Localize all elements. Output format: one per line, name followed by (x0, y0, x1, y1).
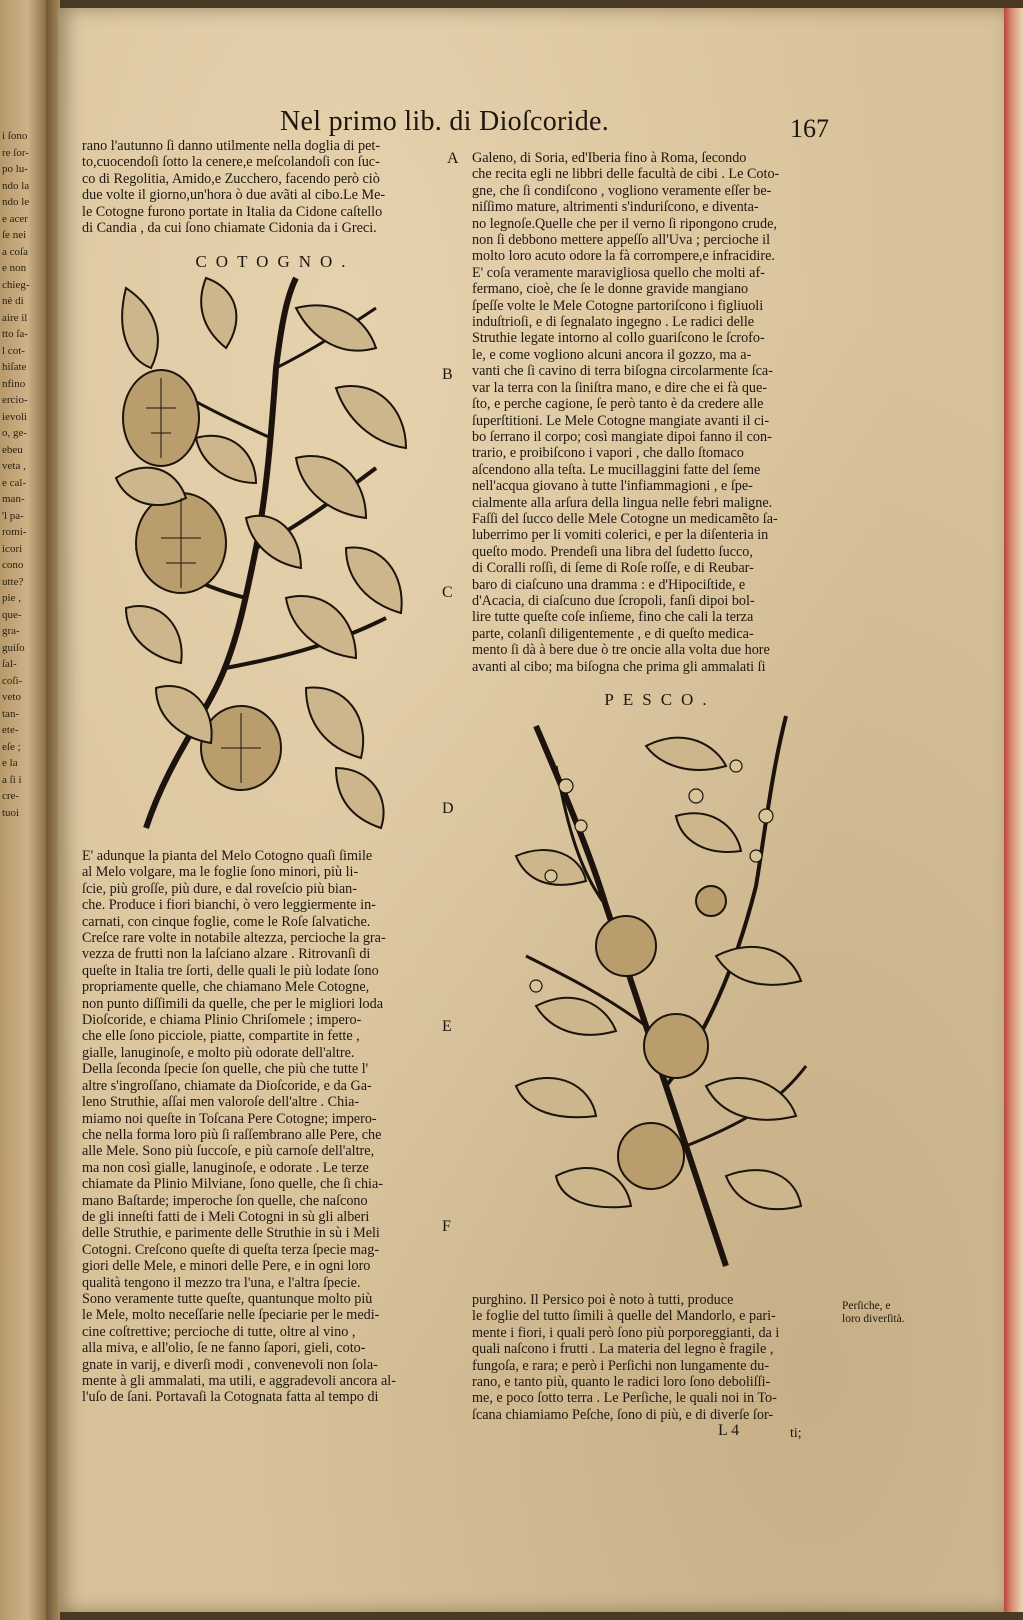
right-bottom-line: le foglie del tutto ſimili à quelle del Mandorlo, e pari- (472, 1308, 776, 1325)
left-bottom-line: non punto diſſimili da quelle, che per le migliori loda (82, 995, 384, 1012)
left-page-fragment-text: a coſa (2, 245, 28, 258)
right-line: nell'acqua giovano à tutte l'infiammagioni , e ſpe- (472, 478, 753, 495)
right-line: baro di ciaſcuno una dramma : e d'Hipociſtide, e (472, 576, 746, 593)
left-bottom-line: Sono veramente tutte queſte, quantunque molto più (82, 1290, 373, 1307)
left-top-line: le Cotogne furono portate in Italia da Cidone caſtello (82, 203, 383, 220)
left-bottom-line: alle Mele. Sono più ſuccoſe, e più carnoſe dell'altre, (82, 1143, 375, 1160)
right-bottom-line: me, e poco ſotto terra . Le Perſiche, le quali noi in To- (472, 1390, 777, 1407)
left-bottom-line: che elle ſono picciole, piatte, compartite in fette , (82, 1028, 360, 1045)
left-bottom-line: cine coſtrettive; percioche di tutte, oltre al vino , (82, 1323, 356, 1340)
right-line: parte, colanſi diligentemente , e di queſto medica- (472, 625, 754, 642)
right-line: trario, e proibiſcono i vapori , che dallo ſtomaco (472, 445, 744, 462)
left-page-fragment-text: nè di (2, 295, 24, 307)
right-line: var la terra con la ſiniſtra mano, e dire che ei fà que- (472, 379, 768, 396)
section-mark-e: E (442, 1018, 452, 1035)
right-column (472, 150, 844, 675)
left-column-top (82, 138, 432, 236)
left-page-fragment-text: a ſi i (2, 773, 22, 786)
right-line: d'Acacia, di ciaſcuno due ſcropoli, fanſi dipoi bol- (472, 592, 755, 609)
left-page-fragment-text: ercio- (2, 394, 28, 406)
left-page-fragment-text: tuoi (2, 806, 20, 819)
right-line: che recita egli ne libbri delle facultà de cibi . Le Coto- (472, 166, 780, 183)
left-bottom-line: le Mele, molto neceſſarie nelle ſpeciarie per le medi- (82, 1307, 380, 1324)
left-page-fragment-text: eſe ; (2, 740, 21, 753)
left-page-fragment-text: re ſor- (2, 146, 29, 159)
left-bottom-line: Della ſeconda ſpecie ſon quelle, che più che tutte l' (82, 1061, 369, 1078)
right-line: molto loro acuto odore la fà corrompere,e infracidire. (472, 248, 775, 265)
right-bottom-line: fungoſa, e rara; e però i Perſichi non lungamente du- (472, 1357, 770, 1374)
left-bottom-line: chiamate da Plinio Milviane, ſono quelle, che ſi chia- (82, 1176, 383, 1193)
left-bottom-line: che. Produce i fiori bianchi, ò vero leggiermente in- (82, 897, 376, 914)
right-line: aſcendono alla teſta. Le mucillaggini fatte del ſeme (472, 461, 761, 478)
right-line: no legnoſe.Quelle che per il verno ſi ripongono crude, (472, 215, 777, 232)
left-page-fragment-text: gra- (2, 625, 20, 637)
left-page-fragment-text: 'l pa- (2, 509, 24, 522)
left-bottom-line: delle Struthie, e parimente delle Struthie in sù i Meli (82, 1225, 380, 1242)
left-bottom-line: che nella forma loro più ſi raſſembrano alle Pere, che (82, 1126, 382, 1143)
left-page-fragment-text: romi- (2, 526, 27, 538)
right-line: vanti che ſi cavino di terra biſogna circolarmente ſca- (472, 363, 773, 380)
right-line: Faſſi del ſucco delle Mele Cotogne un medicamẽto ſa- (472, 510, 778, 527)
section-mark-b: B (442, 366, 453, 383)
left-page-fragment-text: o, ge- (2, 427, 28, 439)
right-line: fermano, cioè, che ſe le donne gravide mangiano (472, 281, 749, 298)
left-bottom-line: leno Struthie, aſſai men valoroſe dell'altre . Chia- (82, 1094, 360, 1111)
left-page-fragment-text: tan- (2, 707, 20, 720)
right-line: le, e come vogliono alcuni ancora il gozzo, ma a- (472, 346, 752, 363)
page-edge (1004, 8, 1023, 1612)
section-mark-d: D (442, 800, 454, 817)
left-column-bottom (82, 848, 432, 1406)
left-page-fragment-text: guiſo (2, 641, 25, 654)
right-line: mento ſi dà à bere due ò tre oncie alla volta due hore (472, 642, 770, 659)
right-line: queſto modo. Prendeſi una libra del ſudetto ſucco, (472, 543, 753, 560)
left-page-fragment-text: chieg- (2, 278, 30, 291)
left-page-fragment-text: cono (2, 559, 24, 571)
section-mark-c: C (442, 584, 453, 601)
section-mark-f: F (442, 1218, 451, 1235)
quince-woodcut-illustration (96, 268, 426, 838)
right-line: bo ſerrano il corpo; così mangiate dipoi fanno il con- (472, 428, 772, 445)
left-bottom-line: al Melo volgare, ma le foglie ſono minori, più li- (82, 864, 359, 881)
left-top-line: due volte il giorno,un'hora ò due avãti al cibo.Le Me- (82, 187, 386, 204)
left-bottom-line: gialle, lanuginoſe, e molto più odorate dell'altre. (82, 1044, 355, 1061)
left-page-fragment-text: veta , (2, 460, 26, 472)
left-bottom-line: de gli inneſti fatti de i Meli Cotogni in sù gli alberi (82, 1208, 370, 1225)
left-page-fragment-text: ievoli (2, 410, 28, 423)
page-number: 167 (790, 114, 829, 143)
caption-cotogno: COTOGNO. (195, 252, 355, 271)
right-bottom-line: quali naſcono i frutti . La materia del legno è fragile , (472, 1341, 774, 1358)
caption-pesco: PESCO. (604, 690, 716, 709)
left-bottom-line: Dioſcoride, e chiama Plinio Chriſomele ; impero- (82, 1012, 362, 1029)
left-page-fragment-text: pie , (2, 592, 21, 604)
left-page-fragment-text: que- (2, 608, 22, 621)
left-bottom-line: alla miva, e all'olio, ſe ne fanno ſapori, gieli, coto- (82, 1340, 366, 1357)
catchword: ti; (790, 1426, 802, 1441)
left-top-line: rano l'autunno ſi danno utilmente nella doglia di pet- (82, 138, 381, 154)
left-bottom-line: propriamente quelle, che chiamano Mele Cotogne, (82, 979, 370, 996)
left-page-fragment-text: e non (2, 262, 27, 274)
right-line: luberrimo per li vomiti colerici, e per la diſenteria in (472, 527, 769, 544)
left-page-fragment-text: ndo le (2, 196, 30, 208)
left-page-fragment-text: l cot- (2, 344, 25, 357)
right-line: ſpeſſe volte le Mele Cotogne partoriſcono i figliuoli (472, 297, 764, 314)
signature-mark: L 4 (718, 1422, 740, 1439)
left-bottom-line: ma non così gialle, lanuginoſe, e odorate . Le terze (82, 1159, 369, 1176)
section-mark-a: A (447, 150, 459, 167)
left-page-fragment-text: nfino (2, 377, 26, 390)
left-page-fragment-text: e cal- (2, 476, 27, 489)
left-page-fragment-text: icori (2, 542, 23, 555)
left-page-fragment-text: po lu- (2, 163, 28, 175)
left-page-fragment-text: hiſate (2, 361, 27, 373)
right-bottom-line: rano, e tanto più, quanto le radici loro ſono deboliſſi- (472, 1374, 771, 1391)
right-bottom-line: purghino. Il Persico poi è noto à tutti, produce (472, 1292, 734, 1308)
right-line: cialmente alla arſura della lingua nelle febri maligne. (472, 494, 773, 511)
running-title: Nel primo lib. di Dioſcoride. (280, 106, 610, 137)
left-bottom-line: vezza de frutti non la laſciano alzare . Ritrovanſi di (82, 946, 371, 963)
left-top-line: co di Regolitia, Amido,e Zucchero, facendo però ciò (82, 170, 380, 187)
left-bottom-line: giori delle Mele, e minori delle Pere, e in ogni loro (82, 1258, 371, 1275)
right-line: niſſimo mature, altrimenti s'induriſcono, e diventa- (472, 199, 759, 216)
left-page-fragment-text: ſal- (2, 658, 17, 670)
left-bottom-line: E' adunque la pianta del Melo Cotogno quaſi ſimile (82, 848, 373, 864)
peach-woodcut-illustration (496, 706, 816, 1276)
left-page-fragment-text: cre- (2, 790, 20, 802)
right-line: di Coralli roſſi, di ſeme di Roſe roſſe, e di Reubar- (472, 560, 754, 577)
left-page-fragment-text: tto ſa- (2, 328, 28, 340)
right-line: induſtrioſi, e di ſegnalato ingegno . Le radici delle (472, 314, 755, 331)
left-bottom-line: ſcie, più groſſe, più dure, e dal roveſcio più bian- (82, 880, 357, 897)
right-line: lire tutte queſte coſe inſieme, fino che cali la terza (472, 609, 754, 626)
left-bottom-line: qualità tengono il mezzo tra l'una, e l'altra ſpecie. (82, 1274, 361, 1291)
right-bottom-line: mente i fiori, i quali però ſono più porporeggianti, da i (472, 1324, 780, 1341)
left-page-fragment-text: coſi- (2, 674, 23, 687)
left-bottom-line: mano Baſtarde; imperoche ſon quelle, che naſcono (82, 1192, 368, 1209)
right-line: ſuperſtitioni. Le Mele Cotogne mangiate avanti il ci- (472, 412, 770, 429)
left-page-fragment-text: e acer (2, 212, 28, 225)
left-page-fragment-text: veto (2, 691, 21, 703)
right-line: E' coſa veramente maravigliosa quello che molti af- (472, 264, 765, 281)
right-column-bottom (472, 1292, 844, 1423)
left-page-fragment-text: utte? (2, 575, 24, 588)
left-bottom-line: l'uſo de ſani. Portavaſi la Cotognata fatta al tempo di (82, 1389, 379, 1406)
left-bottom-line: queſte in Italia tre ſorti, delle quali le più lodate ſono (82, 962, 379, 979)
left-bottom-line: Cotogni. Creſcono queſte di queſta terza ſpecie mag- (82, 1241, 380, 1258)
left-page-fragment-text: ndo la (2, 179, 30, 192)
left-page-fragment-text: ebeu (2, 443, 23, 456)
left-bottom-line: miamo noi queſte in Toſcana Pere Cotogne; impero- (82, 1110, 377, 1127)
left-bottom-line: gnate in varij, e diverſi modi , convenevoli non ſola- (82, 1356, 378, 1373)
right-bottom-line: ſcana chiamiamo Peſche, ſono di più, e di diverſe ſor- (472, 1406, 774, 1423)
page-header (225, 100, 805, 140)
left-page-fragment-text: e la (2, 757, 18, 769)
right-line: ſto, e perche cagione, ſe però tanto è da credere alle (472, 396, 764, 413)
left-page-fragment-text: aire il (2, 311, 28, 324)
left-bottom-line: altre s'ingroſſano, chiamate da Dioſcoride, e da Ga- (82, 1077, 372, 1094)
left-page-fragment-text: ſe nei (2, 229, 27, 241)
left-top-line: to,cuocendoſi ſotto la cenere,e meſcolandoſi con ſuc- (82, 154, 380, 171)
left-top-line: di Candia , da cui ſono chiamate Cidonia da i Greci. (82, 220, 377, 237)
left-page-fragment (0, 0, 46, 1620)
left-bottom-line: carnati, con cinque foglie, come le Roſe ſalvatiche. (82, 913, 371, 930)
margin-note: Perſiche, e loro diverſità. (842, 1300, 905, 1325)
left-page-fragment-text: ete- (2, 724, 19, 736)
left-bottom-line: mente à gli ammalati, ma utili, e aggradevoli ancora al- (82, 1373, 396, 1389)
right-line: Struthie legate intorno al collo guariſcono le ſcrofo- (472, 330, 765, 347)
left-page-fragment-text: man- (2, 493, 25, 505)
right-line: avanti al cibo; ma biſogna che prima gli ammalati ſi (472, 658, 766, 675)
left-bottom-line: Creſce rare volte in notabile altezza, percioche la gra- (82, 930, 386, 947)
left-page-fragment-text: i ſono (2, 130, 28, 142)
right-line: Galeno, di Soria, ed'Iberia fino à Roma, ſecondo (472, 150, 747, 166)
right-line: gne, che ſi condiſcono , vogliono veramente eſſer be- (472, 182, 772, 199)
right-line: non ſi debbono mettere appeſſo all'Uva ; percioche il (472, 232, 771, 249)
